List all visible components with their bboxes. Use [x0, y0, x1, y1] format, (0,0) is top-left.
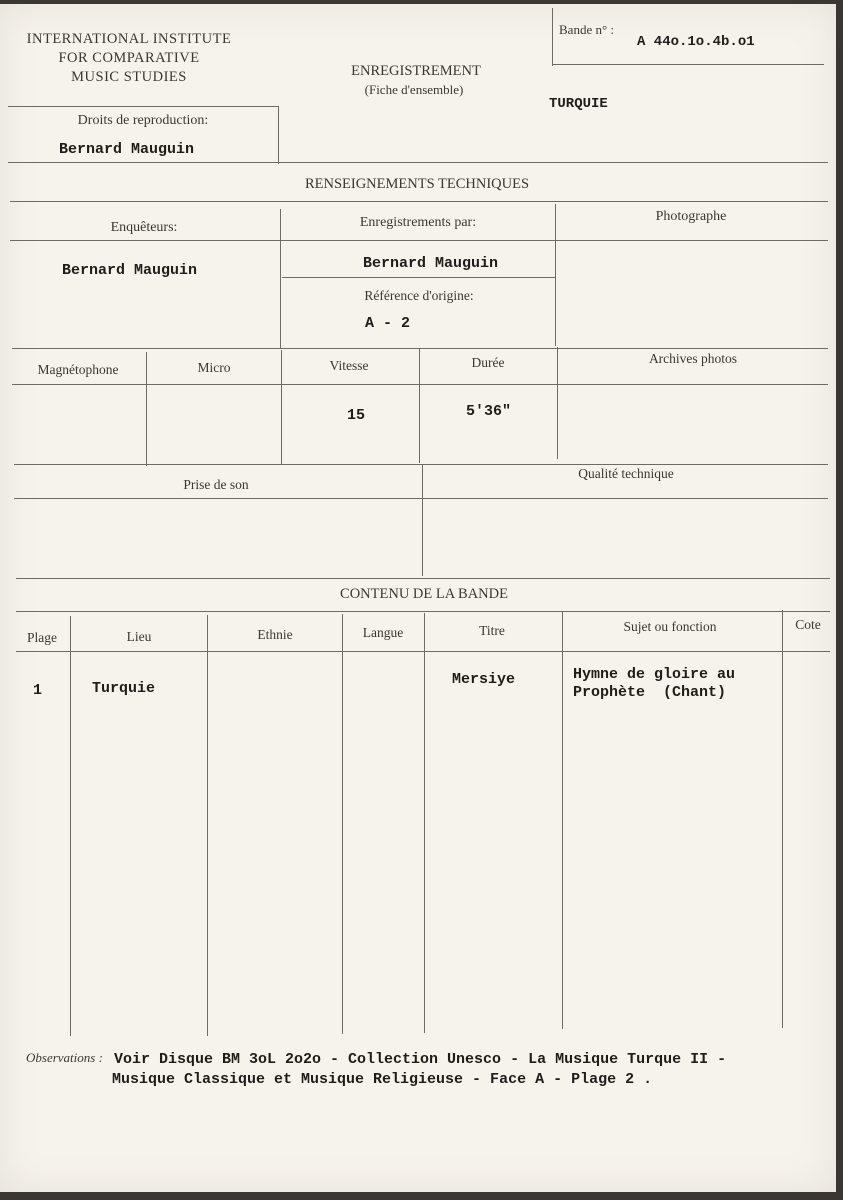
row-sujet: Hymne de gloire au Prophète (Chant) [573, 666, 736, 701]
col-header-plage: Plage [27, 630, 57, 645]
col-header-cote: Cote [795, 617, 821, 632]
reference-label: Référence d'origine: [364, 288, 474, 303]
country-value: TURQUIE [549, 96, 608, 112]
enregistrements-value: Bernard Mauguin [363, 255, 499, 272]
duree-label: Durée [471, 355, 505, 370]
institute-line-3: MUSIC STUDIES [71, 69, 187, 85]
institute-name [8, 30, 250, 87]
archives-photos-label: Archives photos [648, 351, 738, 366]
document-title: ENREGISTREMENT [351, 63, 481, 79]
enqueteurs-label: Enquêteurs: [110, 220, 178, 235]
col-header-titre: Titre [479, 623, 505, 638]
micro-label: Micro [197, 360, 231, 375]
contents-section-title: CONTENU DE LA BANDE [340, 586, 508, 602]
institute-line-2: FOR COMPARATIVE [58, 50, 200, 66]
duree-value: 5'36" [466, 403, 512, 420]
row-titre: Mersiye [452, 671, 516, 688]
prise-de-son-label: Prise de son [183, 477, 249, 492]
photographe-label: Photographe [655, 209, 727, 224]
document-subtitle: (Fiche d'ensemble) [364, 82, 464, 97]
bande-number: A 44o.1o.4b.o1 [637, 34, 755, 50]
qualite-technique-label: Qualité technique [578, 466, 674, 481]
institute-line-1: INTERNATIONAL INSTITUTE [26, 31, 232, 47]
row-lieu: Turquie [92, 680, 156, 697]
enqueteurs-value: Bernard Mauguin [62, 262, 198, 279]
observations-line-2: Musique Classique et Musique Religieuse - Face A - Plage 2 . [112, 1071, 653, 1088]
reference-value: A - 2 [365, 315, 411, 332]
row-plage: 1 [33, 682, 43, 699]
observations-line-1: Voir Disque BM 3oL 2o2o - Collection Unesco - La Musique Turque II - [114, 1051, 727, 1068]
rights-value: Bernard Mauguin [59, 141, 195, 158]
magnetophone-label: Magnétophone [37, 362, 119, 377]
vitesse-label: Vitesse [329, 358, 369, 373]
record-sheet [0, 4, 836, 1192]
col-header-lieu: Lieu [126, 629, 152, 644]
col-header-langue: Langue [362, 625, 404, 640]
enregistrements-label: Enregistrements par: [359, 215, 477, 230]
technical-section-title: RENSEIGNEMENTS TECHNIQUES [304, 176, 530, 192]
observations-label: Observations : [26, 1050, 103, 1065]
rights-label: Droits de reproduction: [77, 113, 209, 128]
bande-label: Bande n° : [559, 22, 615, 37]
col-header-ethnie: Ethnie [257, 627, 293, 642]
col-header-sujet: Sujet ou fonction [623, 619, 717, 634]
vitesse-value: 15 [347, 407, 366, 424]
